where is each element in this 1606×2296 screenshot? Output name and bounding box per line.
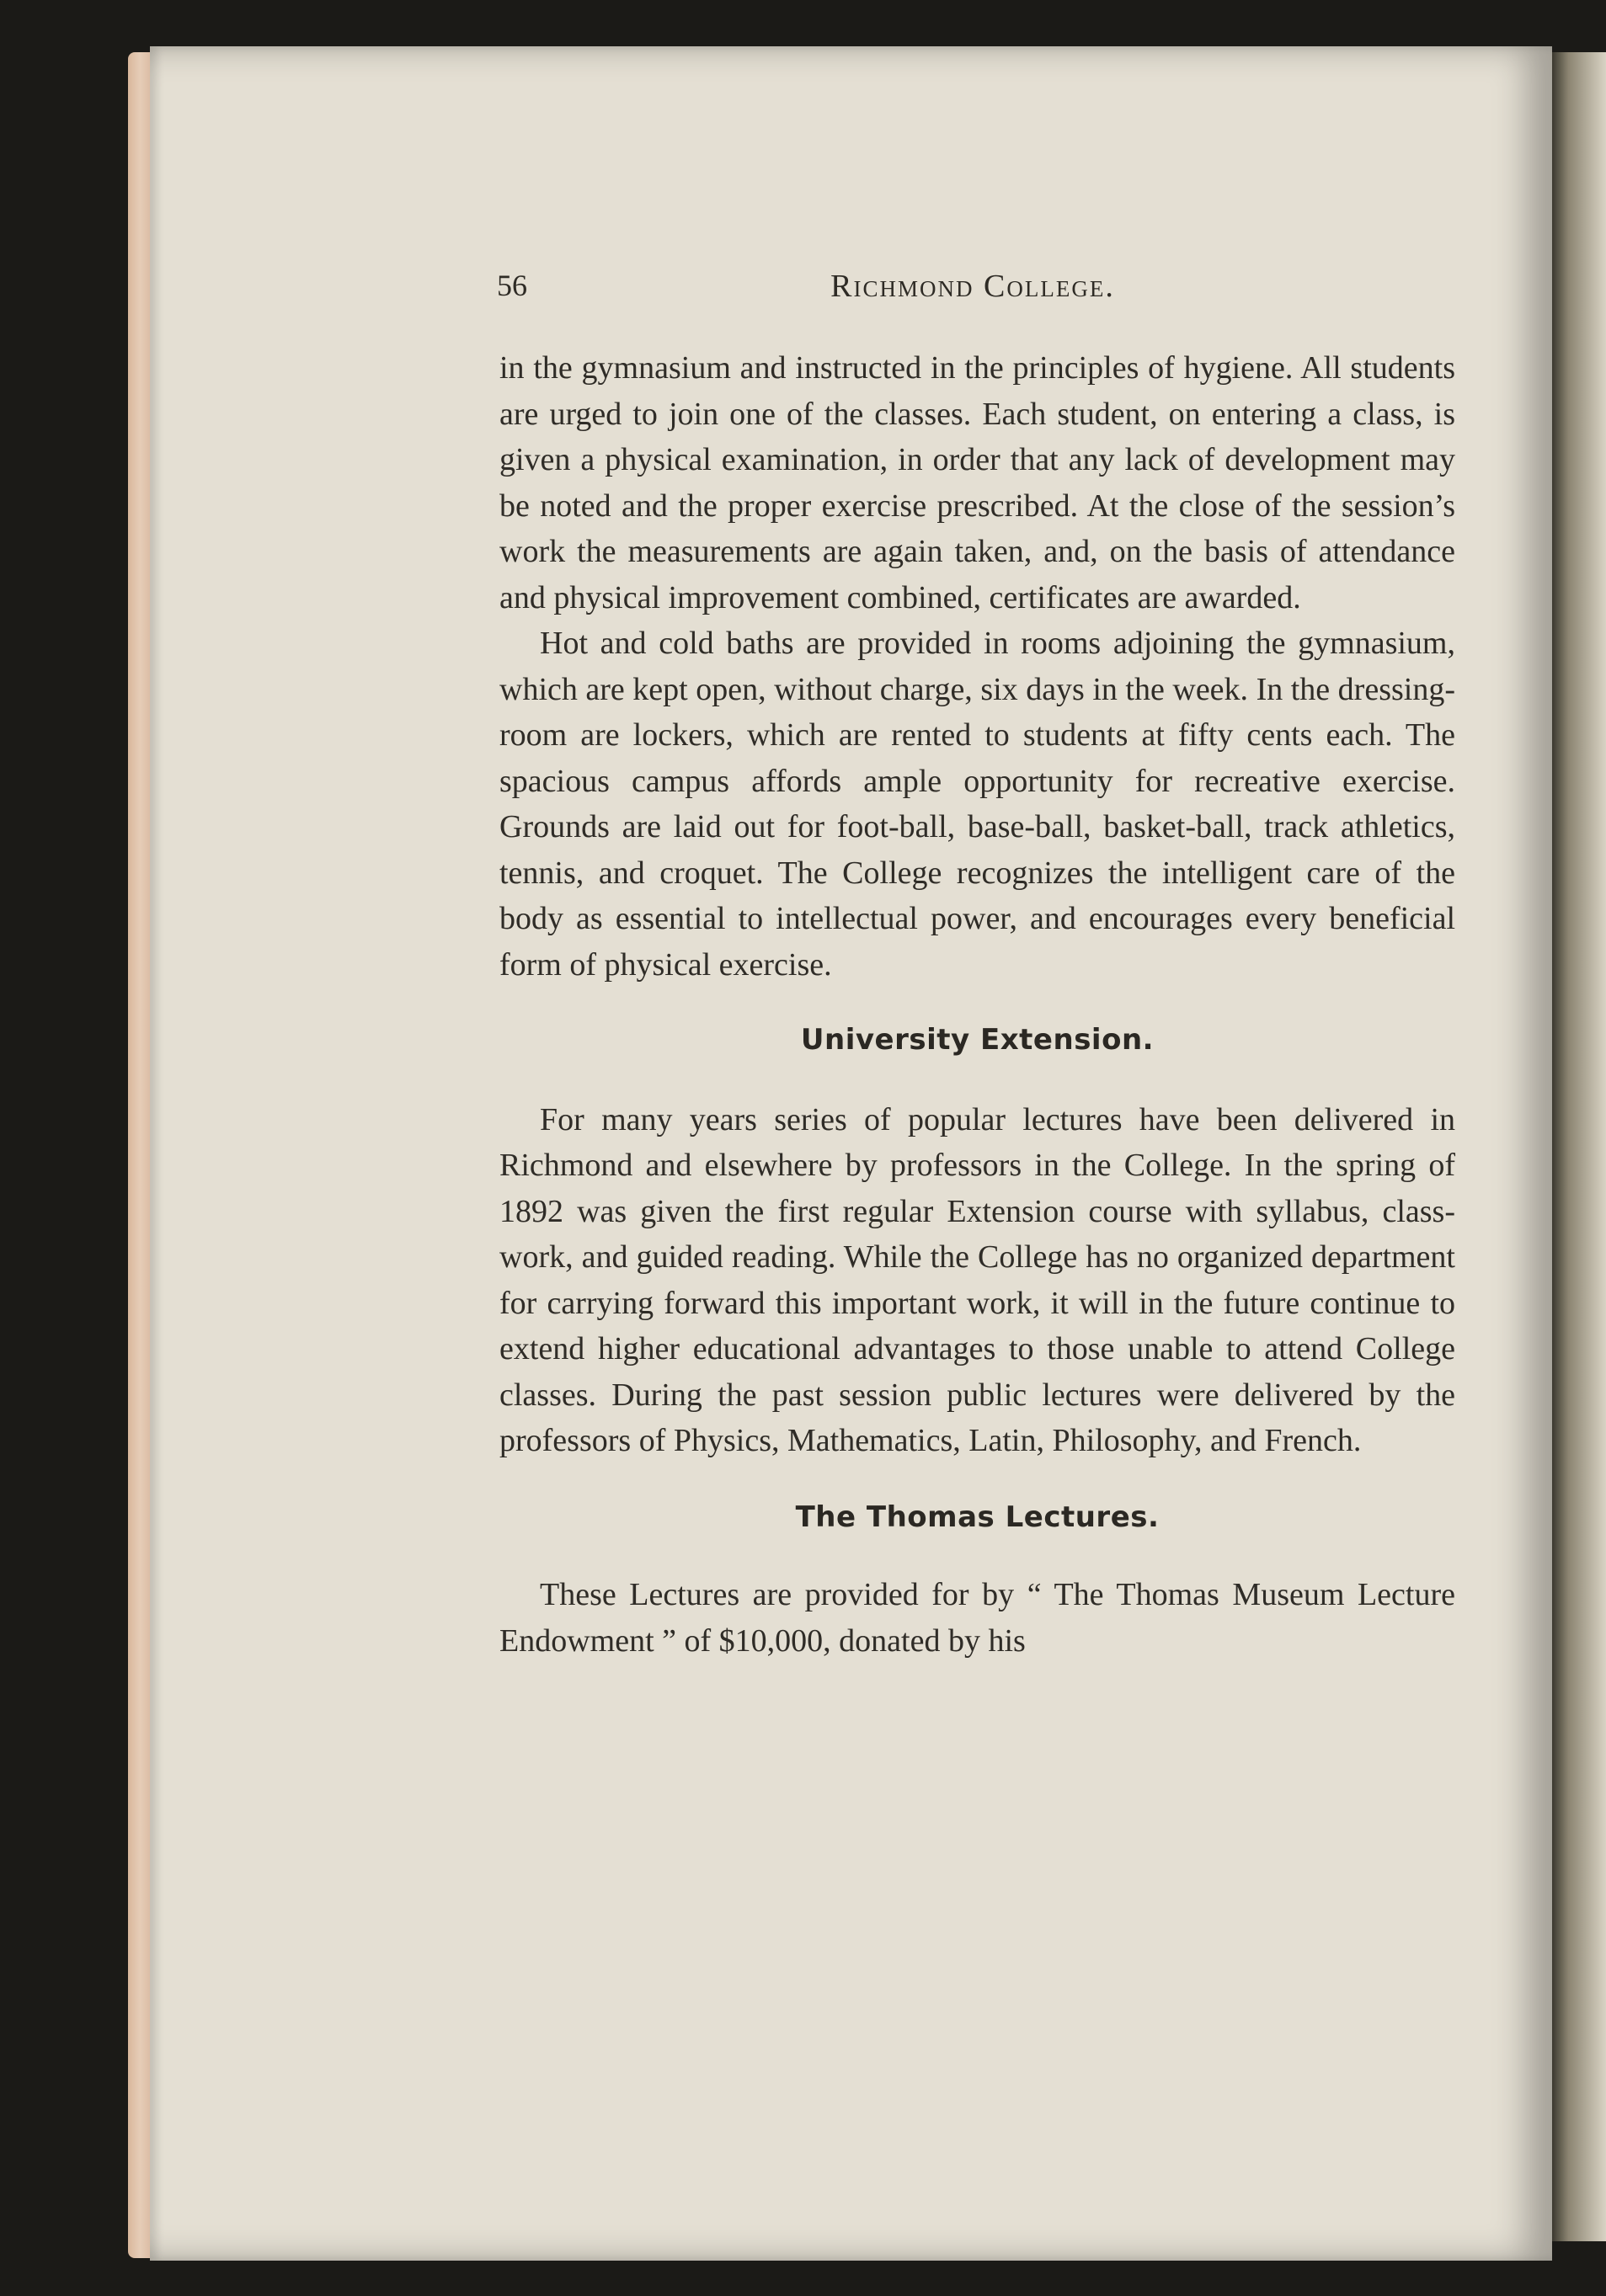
body-text xyxy=(499,345,1455,1664)
running-title: Richmond College. xyxy=(830,269,1115,304)
paragraph-thomas: These Lectures are provided for by “ The Thomas Museum Lecture Endowment ” of $10,000, donated by his xyxy=(499,1577,1455,1659)
paragraph-baths: Hot and cold baths are provided in rooms adjoining the gymnasium, which are kept open, without charge, six days in the week. In the dressing-room are lockers, which are rented to students at fifty cents each. The spacious campus affords ample opportunity for recreative exercise. Grounds are laid out for foot-ball, base-ball, basket-ball, track athletics, tennis, and croquet. The College recognizes the intelligent care of the body as essential to intellectual power, and encourages every beneficial form of physical exercise. xyxy=(499,626,1455,983)
paragraph-extension: For many years series of popular lectures have been delivered in Richmond and elsewhere by professors in the College. In the spring of 1892 was given the first regular Extension course with syllabus, class-work, and guided reading. While the College has no organized department for carrying forward this important work, it will in the future continue to extend higher educational advantages to those unable to attend College classes. During the past session public lectures were delivered by the professors of Physics, Mathematics, Latin, Philosophy, and French. xyxy=(499,1101,1455,1458)
heading-university-extension: University Extension. xyxy=(800,1023,1155,1057)
page-number: 56 xyxy=(497,269,527,302)
heading-thomas-lectures: The Thomas Lectures. xyxy=(795,1500,1160,1534)
running-head xyxy=(497,268,1449,318)
paragraph-gymnasium: in the gymnasium and instructed in the principles of hygiene. All students are urged to join one of the classes. Each student, on entering a class, is given a physical examination, in order that any lack of development may be noted and the proper exercise prescribed. At the close of the session’s work the measurements are again taken, and, on the basis of attendance and physical improvement combined, certificates are awarded. xyxy=(499,350,1455,615)
next-page-edge xyxy=(1552,52,1606,2241)
